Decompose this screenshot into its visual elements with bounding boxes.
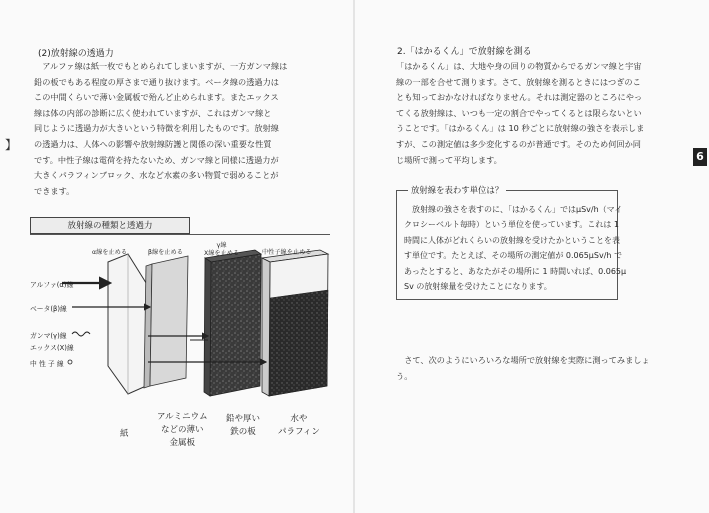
caption-aluminium: アルミニウム などの薄い 金属板 xyxy=(157,412,208,448)
binding-mark: 】 xyxy=(5,138,18,152)
left-section-heading: (2)放射線の透過力 xyxy=(38,49,114,59)
left-paragraph xyxy=(34,59,287,199)
right-paragraph-line: 「はかるくん」は、大地や身の回りの物質からでるガンマ線と宇宙 xyxy=(396,61,642,71)
left-paragraph-line: 同じように透過力が大きいという特徴を利用したものです。放射線 xyxy=(34,123,279,134)
left-paragraph-line: 鉛の板でもある程度の厚さまで通り抜けます。ベータ線の透過力は xyxy=(34,76,279,87)
label-gamma-ray: ガンマ(γ)線 xyxy=(30,332,67,340)
left-paragraph-line: この中間くらいで薄い金属板で殆んど止められます。またエックス xyxy=(34,92,279,103)
paper-sheet-shape xyxy=(108,254,148,394)
aluminium-sheet-shape xyxy=(144,256,188,388)
closing-line: さて、次のようにいろいろな場所で放射線を実際に測ってみましょ xyxy=(396,355,650,365)
left-paragraph-line: 大きくパラフィンブロック、水など水素の多い物質で弱めることが xyxy=(34,170,279,181)
neutron-circle xyxy=(68,360,72,364)
left-paragraph-line: アルファ線は紙一枚でもとめられてしまいますが、一方ガンマ線は xyxy=(34,61,288,71)
right-paragraph-line: てくる放射線は、いつも一定の割合でやってくるとは限らないとい xyxy=(396,107,642,118)
right-paragraph-line: 線の一部を合せて測ります。さて、放射線を測るときにはつぎのこ xyxy=(396,76,641,87)
gamma-ray-wave xyxy=(72,332,90,336)
figure-title-rule xyxy=(30,234,330,235)
label-stop-alpha: α線を止める xyxy=(92,249,128,256)
unit-info-box-title: 放射線を表わす単位は？ xyxy=(408,185,506,196)
unit-info-line: 放射線の強さを表すのに、「はかるくん」ではμSv/h（マイ xyxy=(404,205,623,214)
left-paragraph-line: 線は体の内部の診断に広く使われていますが、これはガンマ線と xyxy=(34,107,272,118)
right-paragraph-line: すが、この測定値は多少変化するのが普通です。そのため何回か同 xyxy=(396,138,641,149)
left-paragraph-line: の透過力は、人体への影響や放射線防護と関係の深い重要な性質 xyxy=(34,138,272,149)
closing-line: う。 xyxy=(396,370,413,381)
right-paragraph xyxy=(396,59,644,168)
unit-info-line: す単位です。たとえば、その場所の測定値が 0.065μSv/h で xyxy=(404,251,623,261)
unit-info-line: クロシーベルト毎時）という単位を使っています。これは 1 xyxy=(404,220,619,230)
caption-water: 水や パラフィン xyxy=(278,414,320,437)
label-stop-beta: β線を止める xyxy=(148,249,183,256)
unit-info-box-text xyxy=(404,202,626,294)
label-alpha-ray: アルファ(α)線 xyxy=(30,281,74,289)
right-paragraph-line: とも知っておかなければなりません。それは測定器のところにやっ xyxy=(396,92,643,103)
label-stop-gamma: γ線 X線を止める xyxy=(204,242,240,257)
left-paragraph-line: できます。 xyxy=(34,185,75,196)
caption-paper: 紙 xyxy=(120,429,129,439)
label-neutron-ray: 中 性 子 線 xyxy=(30,360,64,368)
unit-info-line: 時間に人体がどれくらいの放射線を受けたかということを表 xyxy=(404,235,620,245)
left-paragraph-line: です。中性子線は電荷を持たないため、ガンマ線と同様に透過力が xyxy=(34,154,279,165)
figure-title: 放射線の種類と透過力 xyxy=(30,217,190,234)
right-section-heading: 2.「はかるくん」で放射線を測る xyxy=(397,47,532,57)
unit-info-line: Sv の放射線量を受けたことになります。 xyxy=(404,282,552,292)
label-stop-neutron: 中性子線を止める xyxy=(262,249,312,256)
label-beta-ray: ベータ(β)線 xyxy=(30,305,67,313)
right-paragraph-line: じ場所で測って平均します。 xyxy=(396,154,502,165)
closing-paragraph xyxy=(396,353,650,384)
caption-lead: 鉛や厚い 鉄の板 xyxy=(226,414,261,437)
right-paragraph-line: うことです。「はかるくん」は 10 秒ごとに放射線の強さを表示しま xyxy=(396,123,645,134)
label-x-ray: エックス(X)線 xyxy=(30,344,74,352)
water-tank-shape xyxy=(262,250,328,396)
lead-block-shape xyxy=(204,250,261,396)
chapter-tab: 6 xyxy=(693,148,707,166)
unit-info-line: あったとすると、あなたがその場所に 1 時間いれば、0.065μ xyxy=(404,266,627,276)
